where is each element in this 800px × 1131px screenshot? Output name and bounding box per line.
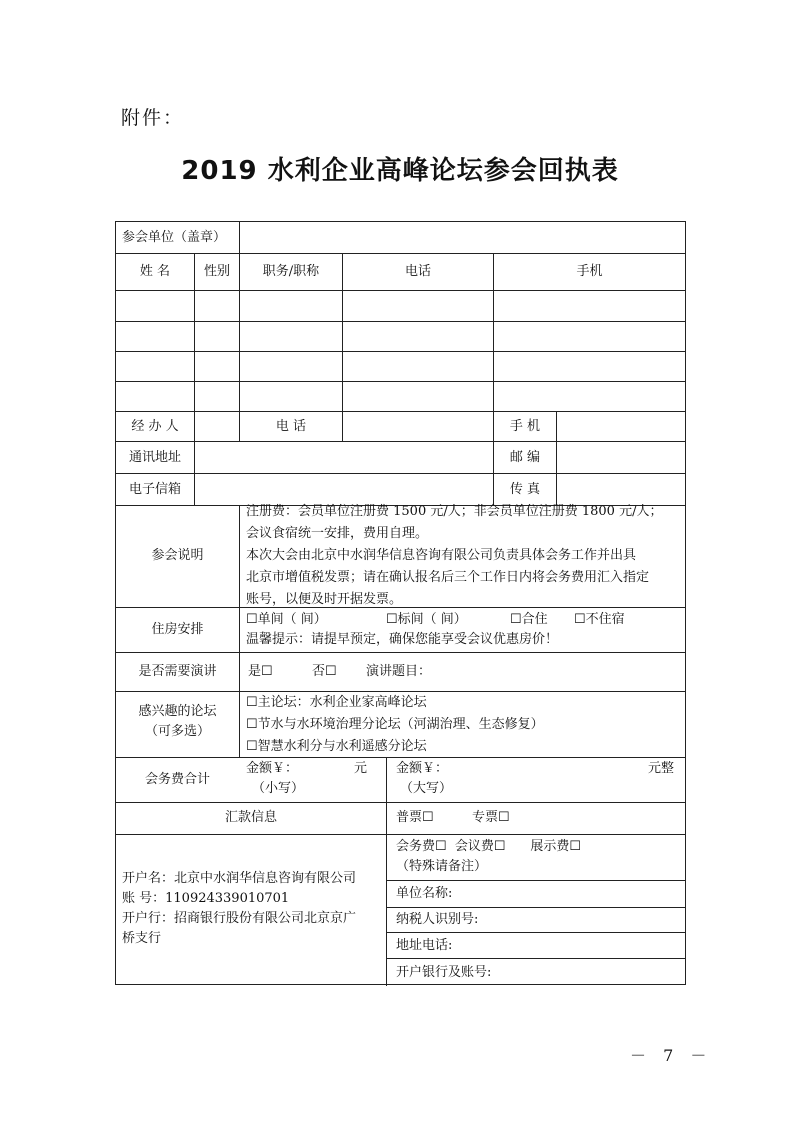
rule	[116, 441, 685, 442]
fee-small-amount-label: 金额￥：	[246, 761, 299, 776]
fee-big-amount-label: 金额￥：	[396, 761, 449, 776]
forum-label-note: （可多选）	[144, 724, 210, 739]
rule	[342, 253, 343, 442]
registration-form	[115, 221, 686, 985]
fax-label: 传 真	[509, 482, 541, 497]
remit-account-info	[122, 869, 356, 949]
notes-text	[246, 501, 662, 611]
notes-line: 账号，以便及时开据发票。	[246, 592, 403, 607]
housing-no-stay-option[interactable]: ☐不住宿	[574, 612, 625, 627]
fee-small-note: （小写）	[252, 781, 305, 796]
bank-name-line1: 开户行：招商银行股份有限公司北京京广	[122, 911, 357, 926]
address-label: 通讯地址	[128, 450, 181, 465]
attachment-label: 附件：	[121, 107, 185, 129]
rule	[194, 473, 195, 505]
rule	[116, 253, 685, 254]
column-position: 职务/职称	[262, 264, 320, 279]
forum-option-main[interactable]: ☐主论坛：水利企业家高峰论坛	[246, 695, 427, 710]
fee-yuan-unit: 元	[354, 761, 368, 776]
rule	[556, 411, 557, 505]
tax-id-label: 纳税人识别号:	[396, 912, 479, 927]
housing-standard-option[interactable]: ☐标间（ 间）	[386, 612, 467, 627]
handler-mobile-label: 手 机	[509, 419, 541, 434]
column-phone: 电话	[404, 264, 431, 279]
speech-topic-label: 演讲题目：	[366, 664, 432, 679]
column-gender: 性别	[203, 264, 230, 279]
housing-shared-option[interactable]: ☐合住	[510, 612, 548, 627]
rule	[493, 253, 494, 505]
page-number: － 7 －	[630, 1046, 713, 1065]
rule	[386, 880, 685, 881]
speech-label: 是否需要演讲	[138, 664, 217, 679]
rule	[116, 473, 685, 474]
rule	[239, 253, 240, 442]
notes-line: 本次大会由北京中水润华信息咨询有限公司负责具体会务工作并出具	[246, 548, 637, 563]
speech-yes-checkbox[interactable]: 是☐	[248, 664, 273, 679]
rule	[116, 321, 685, 322]
forum-label: 感兴趣的论坛	[138, 704, 217, 719]
address-phone-label: 地址电话:	[396, 938, 453, 953]
fee-big-note: （大写）	[400, 781, 453, 796]
rule	[116, 381, 685, 382]
rule	[116, 411, 685, 412]
housing-tip: 温馨提示：请提早预定，确保您能享受会议优惠房价！	[246, 632, 559, 647]
speech-no-checkbox[interactable]: 否☐	[312, 664, 337, 679]
housing-label: 住房安排	[151, 622, 204, 637]
handler-label: 经 办 人	[131, 419, 179, 434]
account-number: 账 号：110924339010701	[122, 891, 290, 906]
invoice-normal-checkbox[interactable]: 普票☐	[396, 810, 434, 825]
email-label: 电子信箱	[128, 482, 181, 497]
rule	[116, 834, 685, 835]
unit-name-label: 单位名称:	[396, 886, 453, 901]
rule	[116, 351, 685, 352]
rule	[239, 505, 240, 757]
housing-single-option[interactable]: ☐单间（ 间）	[246, 612, 327, 627]
unit-label: 参会单位（盖章）	[122, 230, 227, 245]
notes-line: 会议食宿统一安排，费用自理。	[246, 526, 429, 541]
rule	[386, 907, 685, 908]
rule	[116, 802, 685, 803]
forum-option-water-saving[interactable]: ☐节水与水环境治理分论坛（河湖治理、生态修复）	[246, 717, 544, 732]
notes-label: 参会说明	[151, 548, 204, 563]
column-mobile: 手机	[576, 264, 603, 279]
postcode-label: 邮 编	[509, 450, 541, 465]
handler-phone-label: 电 话	[275, 419, 307, 434]
form-title: 2019 水利企业高峰论坛参会回执表	[181, 156, 619, 186]
forum-option-smart-water[interactable]: ☐智慧水利分与水利遥感分论坛	[246, 739, 427, 754]
remit-label: 汇款信息	[224, 810, 277, 825]
bank-name-line2: 桥支行	[122, 931, 162, 946]
invoice-special-checkbox[interactable]: 专票☐	[472, 810, 510, 825]
rule	[386, 958, 685, 959]
rule	[116, 652, 685, 653]
fee-type-checkboxes[interactable]: 会务费☐ 会议费☐ 展示费☐	[396, 839, 582, 854]
unit-input[interactable]	[240, 222, 685, 253]
notes-line: 注册费：会员单位注册费 1500 元/人；非会员单位注册费 1800 元/人；	[246, 504, 663, 519]
rule	[116, 290, 685, 291]
special-note: （特殊请备注）	[396, 859, 488, 874]
fee-label: 会务费合计	[144, 772, 210, 787]
fee-yuan-whole-unit: 元整	[648, 761, 675, 776]
column-name: 姓 名	[139, 264, 171, 279]
account-name: 开户名：北京中水润华信息咨询有限公司	[122, 871, 357, 886]
bank-account-label: 开户银行及账号:	[396, 965, 492, 980]
notes-line: 北京市增值税发票；请在确认报名后三个工作日内将会务费用汇入指定	[246, 570, 650, 585]
rule	[194, 253, 195, 473]
rule	[386, 932, 685, 933]
rule	[386, 757, 387, 986]
forum-options	[246, 692, 544, 758]
